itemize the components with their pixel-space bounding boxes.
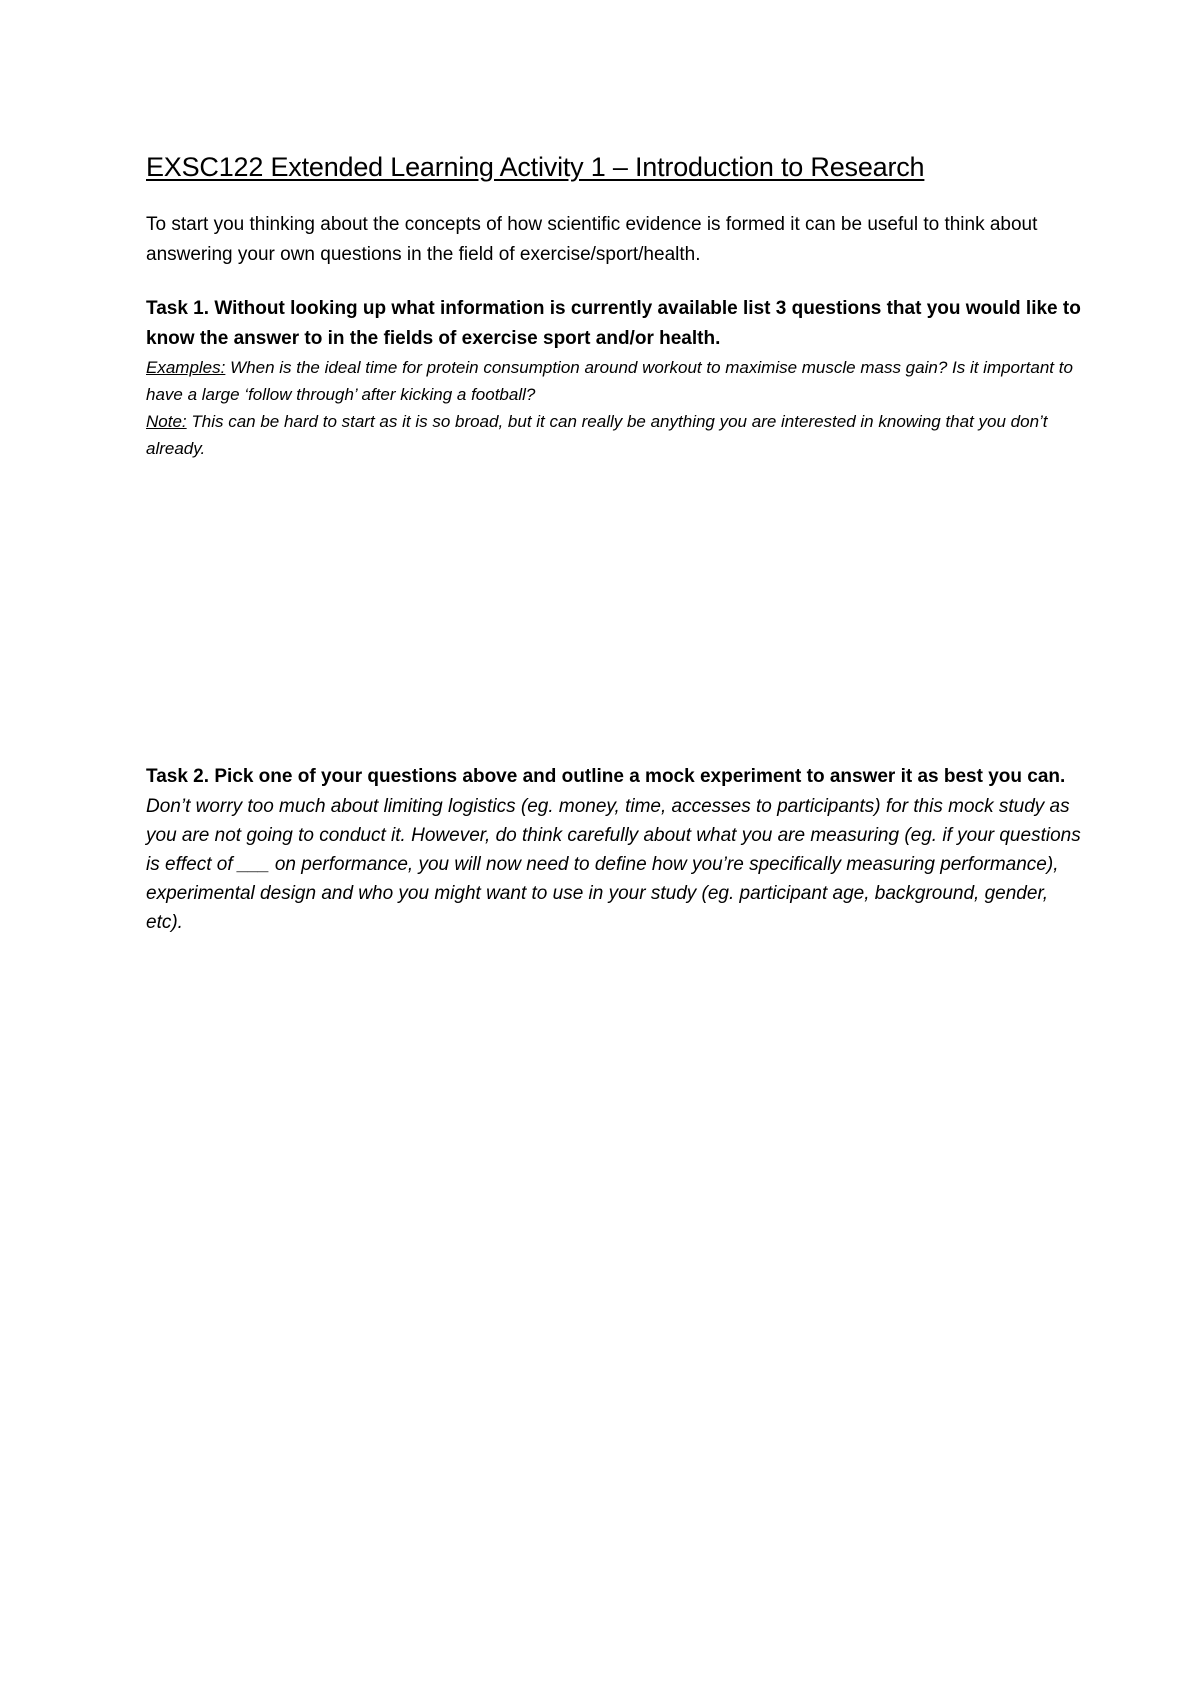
task-2-body: Don’t worry too much about limiting logistics (eg. money, time, accesses to participants) for this mock study as you are not going to conduct it. However, do think carefully about what you are measuring (eg. if your questions is effect of ___ on performance, you will now need to define how you’re specifically measuring performance), experimental design and who you might want to use in your study (eg. participant age, background, gender, etc).	[146, 796, 1081, 933]
task-2-heading-text: Pick one of your questions above and outline a mock experiment to answer it as best you can.	[214, 766, 1066, 787]
task-1-examples	[146, 354, 1086, 408]
task-1-note	[146, 408, 1086, 462]
task-1-label: Task 1.	[146, 298, 210, 319]
task-1-section	[146, 294, 1086, 462]
note-text: This can be hard to start as it is so broad, but it can really be anything you are interested in knowing that you don’t already.	[146, 412, 1048, 458]
task-2-label: Task 2.	[146, 766, 210, 787]
examples-label: Examples:	[146, 358, 226, 377]
task-2-heading	[146, 762, 1086, 792]
intro-paragraph: To start you thinking about the concepts of how scientific evidence is formed it can be useful to think about answering your own questions in the field of exercise/sport/health.	[146, 214, 1038, 265]
task-2-section	[146, 762, 1086, 937]
task-1-heading-text: Without looking up what information is currently available list 3 questions that you would like to know the answer to in the fields of exercise sport and/or health.	[146, 298, 1081, 349]
note-label: Note:	[146, 412, 187, 431]
task-1-heading	[146, 294, 1086, 354]
document-title: EXSC122 Extended Learning Activity 1 – Introduction to Research	[146, 152, 925, 182]
examples-text: When is the ideal time for protein consumption around workout to maximise muscle mass gain? Is it important to have a large ‘follow through’ after kicking a football?	[146, 358, 1073, 404]
document-content	[146, 150, 1086, 937]
